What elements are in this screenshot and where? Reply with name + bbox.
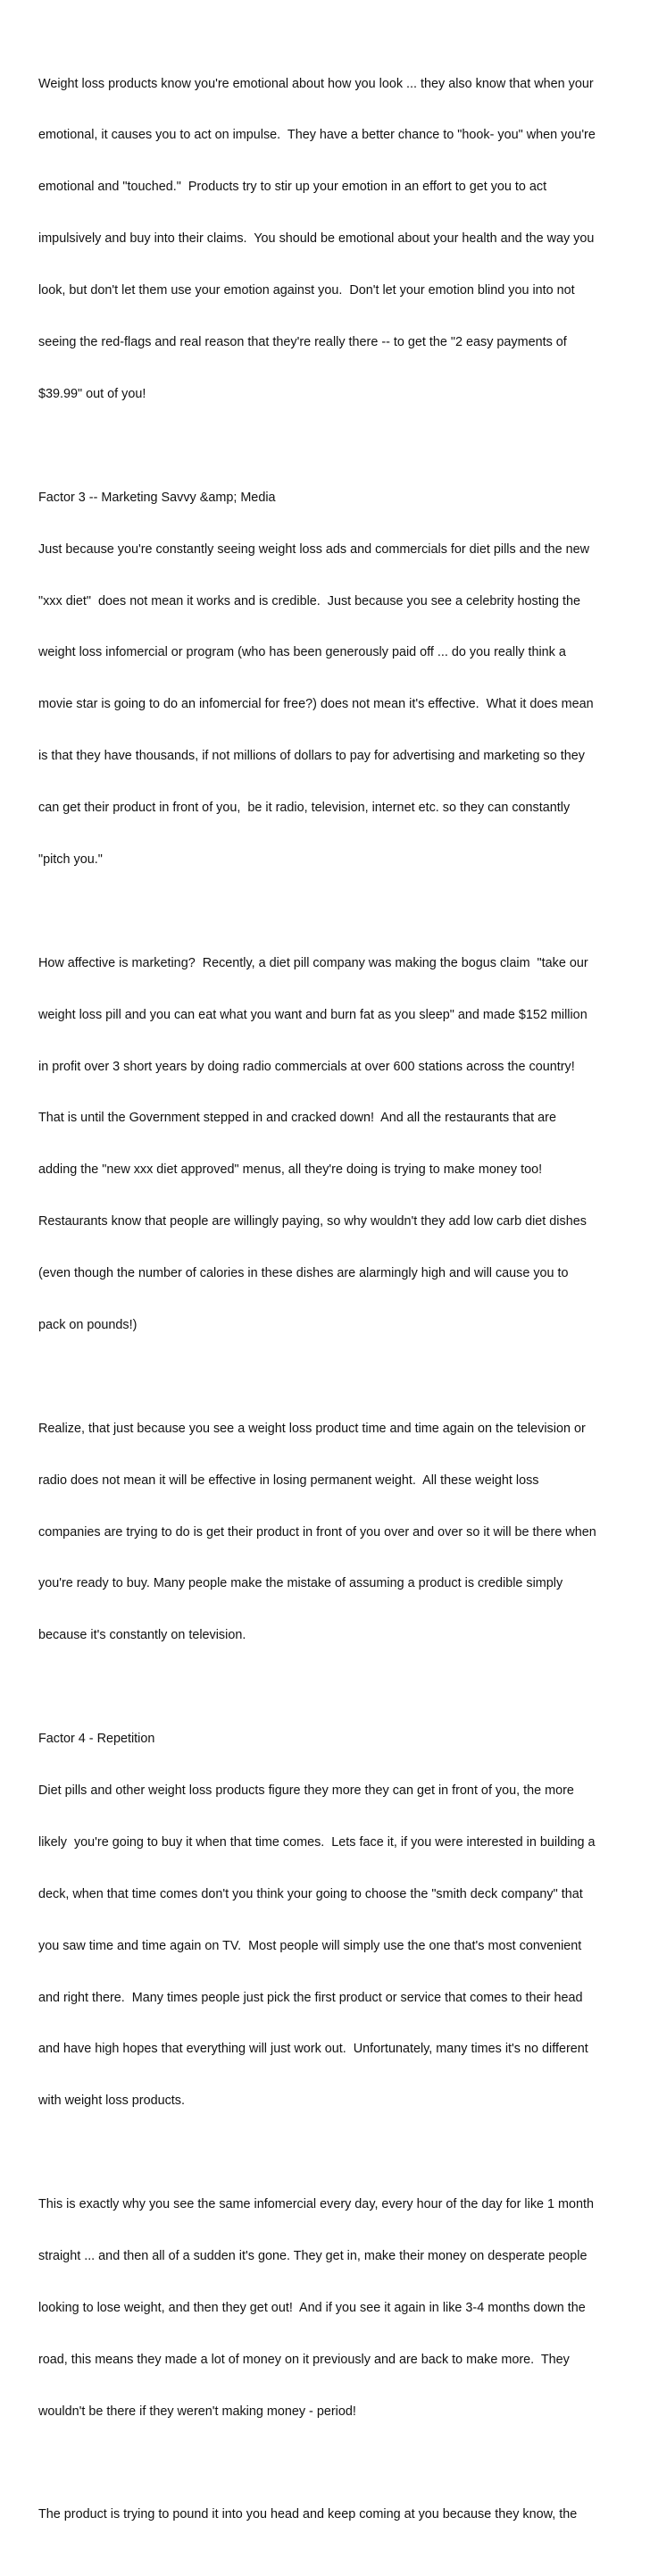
text-line: radio does not mean it will be effective in losing permanent weight. All these weight loss bbox=[38, 1473, 539, 1488]
text-line: and have high hopes that everything will just work out. Unfortunately, many times it's no different bbox=[38, 2042, 588, 2057]
text-line: is that they have thousands, if not millions of dollars to pay for advertising and marketing so they bbox=[38, 749, 585, 764]
text-line: can get their product in front of you, be it radio, television, internet etc. so they can constantly bbox=[38, 801, 571, 816]
text-line: How affective is marketing? Recently, a diet pill company was making the bogus claim "take our bbox=[38, 955, 588, 970]
paragraph-infomercial bbox=[38, 2162, 619, 2455]
text-line: with weight loss products. bbox=[38, 2094, 185, 2109]
text-line: Weight loss products know you're emotional about how you look ... they also know that when your bbox=[38, 76, 594, 91]
text-line: deck, when that time comes don't you think your going to choose the "smith deck company" that bbox=[38, 1886, 583, 1901]
text-line: straight ... and then all of a sudden it's gone. They get in, make their money on desperate people bbox=[38, 2249, 588, 2263]
text-line: emotional and "touched." Products try to stir up your emotion in an effort to get you to act bbox=[38, 180, 547, 195]
text-line: weight loss pill and you can eat what you want and burn fat as you sleep" and made $152 million bbox=[38, 1007, 588, 1022]
paragraph-pound bbox=[38, 2472, 619, 2558]
text-line: Restaurants know that people are willingly paying, so why wouldn't they add low carb diet dishes bbox=[38, 1214, 587, 1229]
paragraph-marketing bbox=[38, 920, 619, 1369]
text-line: This is exactly why you see the same infomercial every day, every hour of the day for like 1 month bbox=[38, 2197, 595, 2212]
section-heading-factor-4: Factor 4 - Repetition bbox=[38, 1732, 155, 1747]
paragraph-realize bbox=[38, 1386, 619, 1679]
text-line: Just because you're constantly seeing weight loss ads and commercials for diet pills and the new bbox=[38, 541, 590, 557]
text-line: $39.99" out of you! bbox=[38, 386, 146, 401]
text-line: likely you're going to buy it when that time comes. Lets face it, if you were interested in building a bbox=[38, 1834, 596, 1850]
text-line: wouldn't be there if they weren't making money - period! bbox=[38, 2404, 356, 2419]
text-line: and right there. Many times people just pick the first product or service that comes to their head bbox=[38, 1990, 583, 2005]
text-line: because it's constantly on television. bbox=[38, 1628, 246, 1643]
text-line: Realize, that just because you see a weight loss product time and time again on the television or bbox=[38, 1421, 586, 1436]
text-line: (even though the number of calories in these dishes are alarmingly high and will cause you to bbox=[38, 1266, 569, 1281]
paragraph-factor-3 bbox=[38, 455, 619, 903]
text-line: you're ready to buy. Many people make the mistake of assuming a product is credible simply bbox=[38, 1576, 563, 1591]
text-line: emotional, it causes you to act on impulse. They have a better chance to "hook- you" when you're bbox=[38, 128, 596, 143]
text-line: Diet pills and other weight loss products figure they more they can get in front of you, the more bbox=[38, 1783, 574, 1798]
text-line: companies are trying to do is get their product in front of you over and over so it will be there when bbox=[38, 1524, 596, 1540]
paragraph-factor-4 bbox=[38, 1697, 619, 2145]
text-line: "xxx diet" does not mean it works and is credible. Just because you see a celebrity hosting the bbox=[38, 593, 580, 608]
text-line: seeing the red-flags and real reason that they're really there -- to get the "2 easy payments of bbox=[38, 335, 567, 350]
text-line: That is until the Government stepped in and cracked down! And all the restaurants that are bbox=[38, 1111, 556, 1126]
text-line: The product is trying to pound it into you head and keep coming at you because they know, the bbox=[38, 2507, 578, 2522]
paragraph-emotion bbox=[38, 41, 619, 438]
text-line: look, but don't let them use your emotion against you. Don't let your emotion blind you into not bbox=[38, 283, 575, 298]
section-heading-factor-3: Factor 3 -- Marketing Savvy &amp; Media bbox=[38, 490, 276, 505]
text-line: looking to lose weight, and then they get out! And if you see it again in like 3-4 months down the bbox=[38, 2300, 586, 2315]
text-line: pack on pounds!) bbox=[38, 1317, 138, 1332]
text-line: in profit over 3 short years by doing radio commercials at over 600 stations across the country! bbox=[38, 1059, 575, 1074]
text-line: you saw time and time again on TV. Most people will simply use the one that's most convenient bbox=[38, 1938, 582, 1953]
text-line: impulsively and buy into their claims. You should be emotional about your health and the way you bbox=[38, 231, 595, 247]
document-page bbox=[38, 41, 619, 2576]
text-line: weight loss infomercial or program (who has been generously paid off ... do you really think a bbox=[38, 645, 566, 660]
text-line: "pitch you." bbox=[38, 852, 103, 867]
text-line: road, this means they made a lot of money on it previously and are back to make more. They bbox=[38, 2352, 570, 2367]
text-line: movie star is going to do an infomercial for free?) does not mean it's effective. What it does mean bbox=[38, 697, 594, 712]
text-line: adding the "new xxx diet approved" menus, all they're doing is trying to make money too! bbox=[38, 1162, 543, 1178]
